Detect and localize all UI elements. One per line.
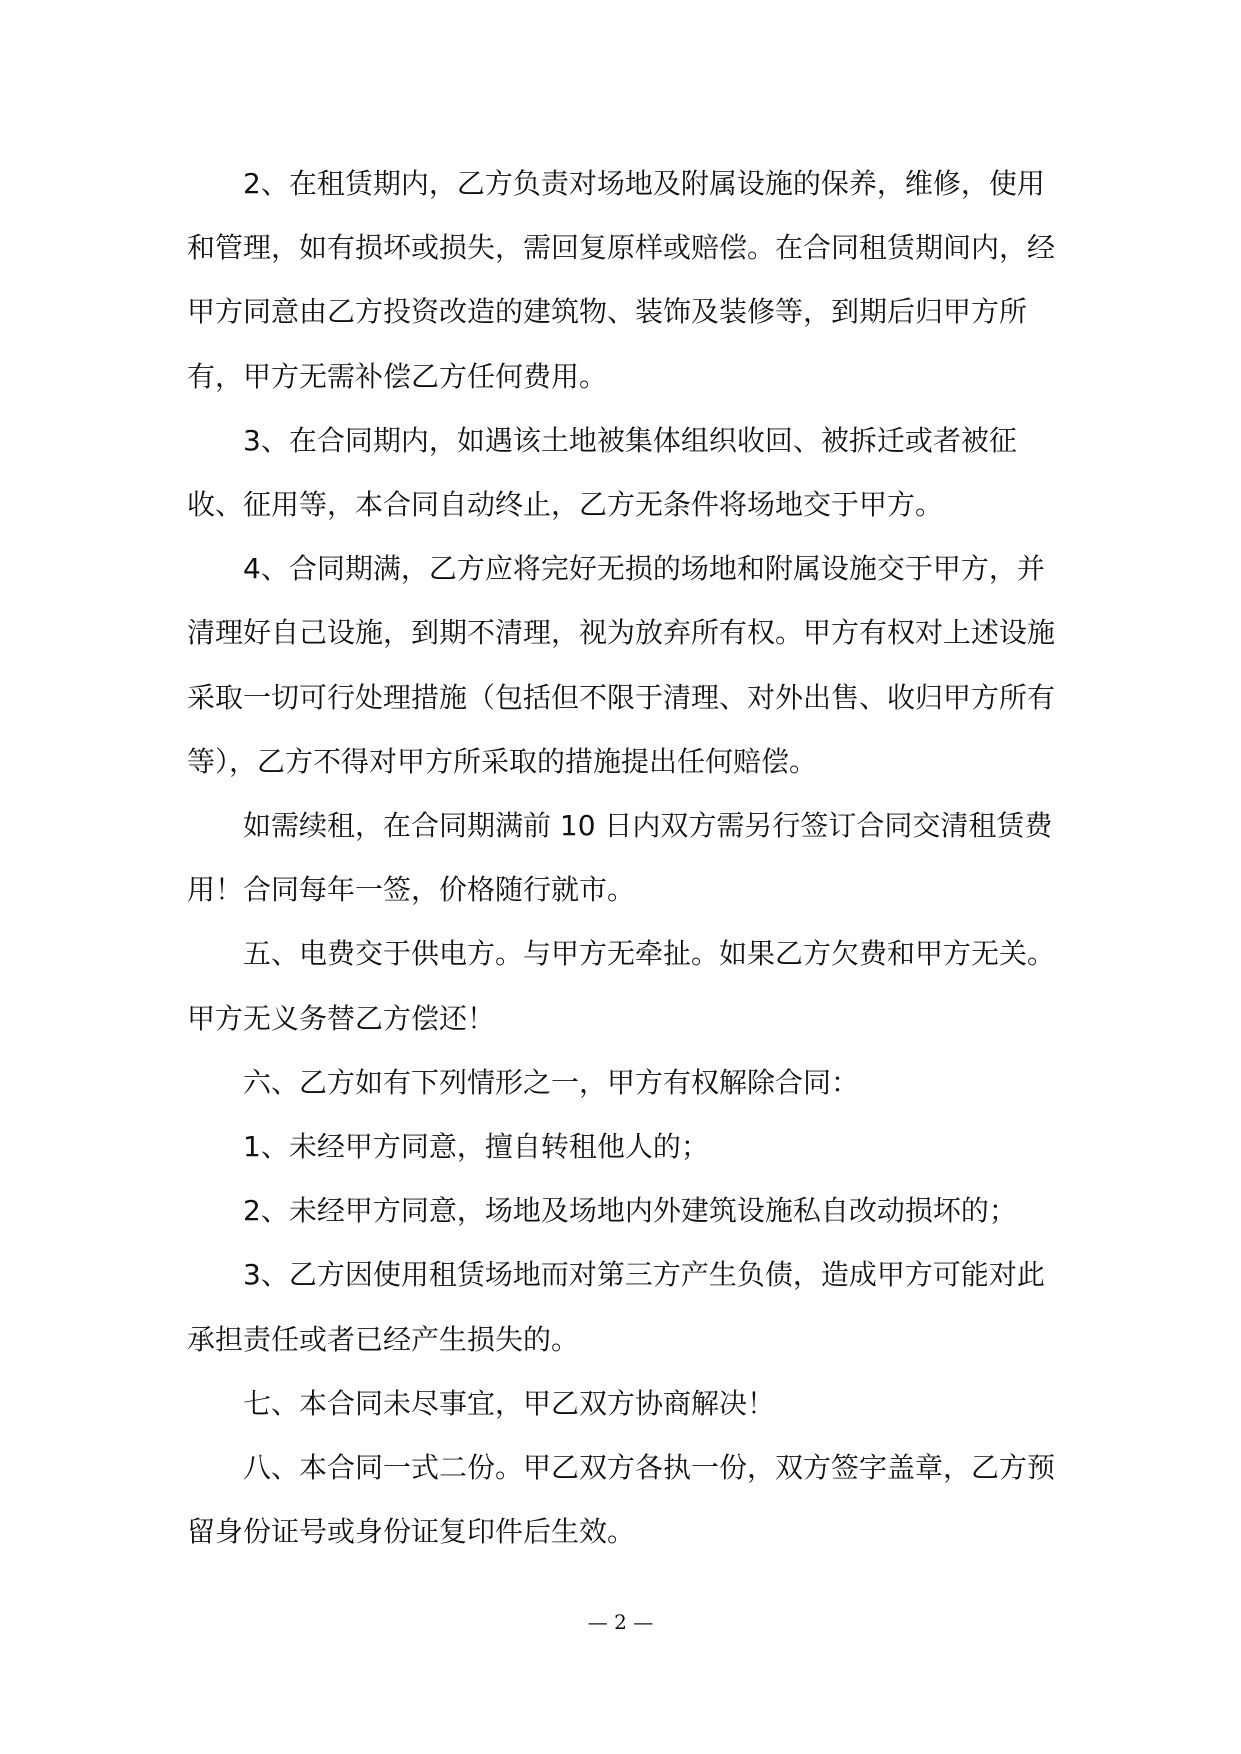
contract-body [187, 152, 1067, 1564]
clause-electricity: 五、电费交于供电方。与甲方无牵扯。如果乙方欠费和甲方无关。甲方无义务替乙方偿还！ [187, 937, 1056, 1035]
page-number: — 2 — [587, 1610, 654, 1634]
termination-item-2: 2、未经甲方同意，场地及场地内外建筑设施私自改动损坏的； [243, 1194, 1017, 1228]
clause-copies-effectiveness: 八、本合同一式二份。甲乙双方各执一份，双方签字盖章，乙方预留身份证号或身份证复印件后生效。 [187, 1451, 1056, 1549]
clause-termination-heading: 六、乙方如有下列情形之一，甲方有权解除合同： [243, 1065, 860, 1099]
clause-expiry-handover: 4、合同期满，乙方应将完好无损的场地和附属设施交于甲方，并清理好自己设施，到期不清理，视为放弃所有权。甲方有权对上述设施采取一切可行处理措施（包括但不限于清理、对外出售、收归甲方所有等），乙方不得对甲方所采取的措施提出任何赔偿。 [187, 552, 1056, 778]
termination-item-3: 3、乙方因使用租赁场地而对第三方产生负债，造成甲方可能对此承担责任或者已经产生损失的。 [187, 1258, 1045, 1356]
clause-unresolved-matters: 七、本合同未尽事宜，甲乙双方协商解决！ [243, 1386, 776, 1420]
clause-renewal: 如需续租，在合同期满前 10 日内双方需另行签订合同交清租赁费用！合同每年一签，价格随行就市。 [187, 809, 1053, 907]
termination-item-1: 1、未经甲方同意，擅自转租他人的； [243, 1130, 709, 1164]
clause-maintenance: 2、在租赁期内，乙方负责对场地及附属设施的保养，维修，使用和管理，如有损坏或损失，需回复原样或赔偿。在合同租赁期间内，经甲方同意由乙方投资改造的建筑物、装饰及装修等，到期后归甲方所有，甲方无需补偿乙方任何费用。 [187, 167, 1056, 393]
clause-land-recovery: 3、在合同期内，如遇该土地被集体组织收回、被拆迁或者被征收、征用等，本合同自动终止，乙方无条件将场地交于甲方。 [187, 423, 1017, 522]
